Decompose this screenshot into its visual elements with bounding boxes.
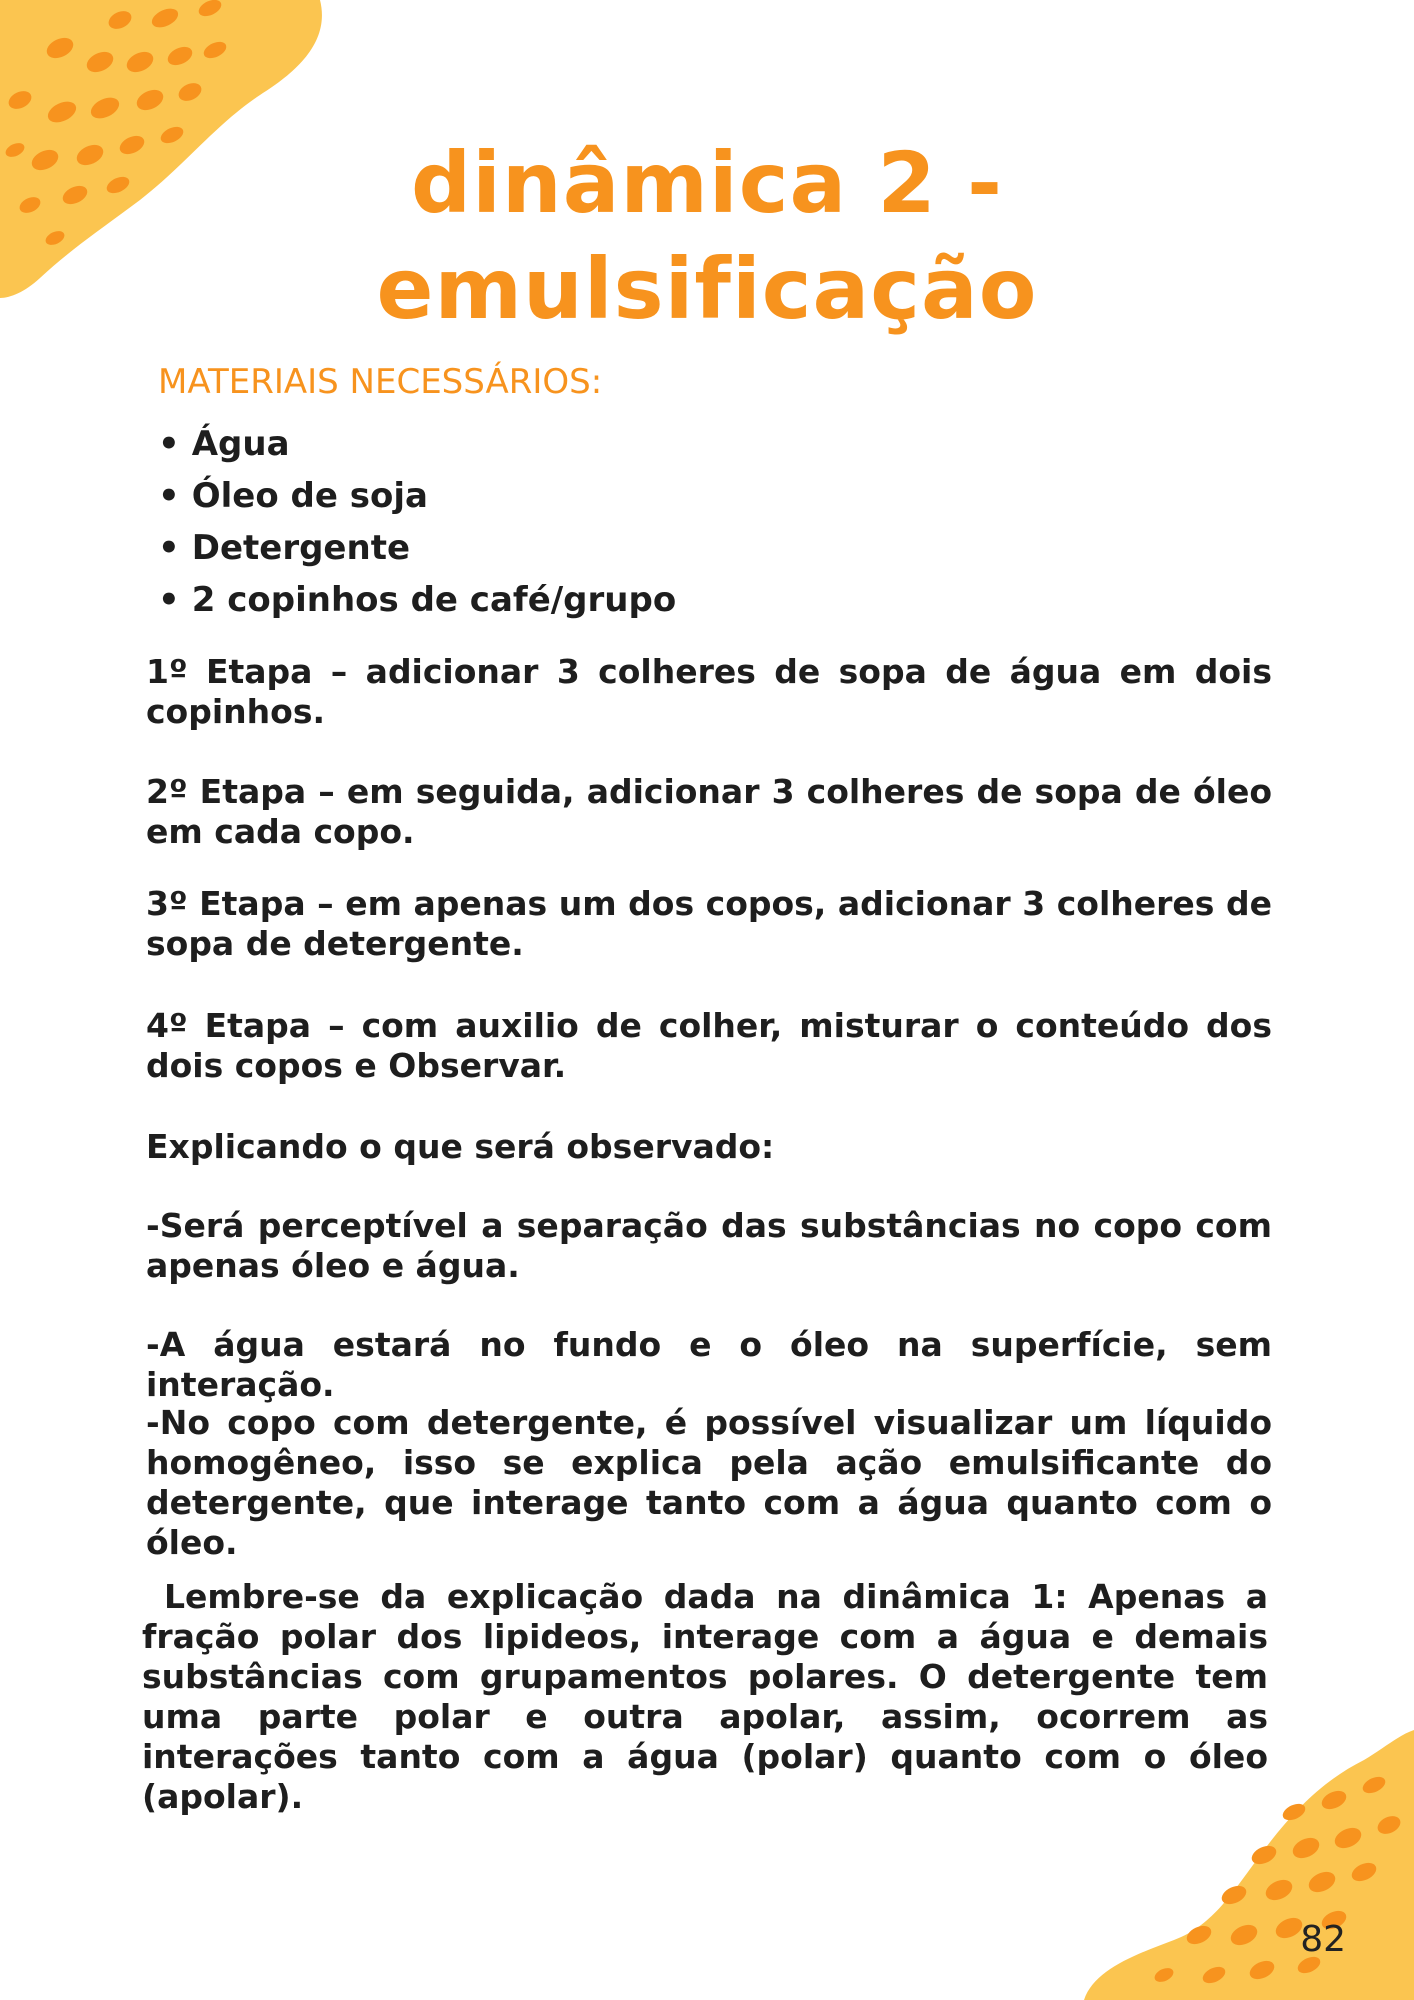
material-item: • 2 copinhos de café/grupo xyxy=(158,574,676,626)
materials-heading: MATERIAIS NECESSÁRIOS: xyxy=(158,362,603,402)
step-3: 3º Etapa – em apenas um dos copos, adicionar 3 colheres de sopa de detergente. xyxy=(146,884,1272,963)
step-2: 2º Etapa – em seguida, adicionar 3 colheres de sopa de óleo em cada copo. xyxy=(146,772,1272,851)
material-item: • Detergente xyxy=(158,522,676,574)
title-line-1: dinâmica 2 - xyxy=(410,134,1003,232)
explanation-point: -No copo com detergente, é possível visualizar um líquido homogêneo, isso se explica pela ação emulsificante do detergente, que interage tanto com a água quanto com o óleo. xyxy=(146,1403,1272,1562)
explanation-point: -Será perceptível a separação das substâncias no copo com apenas óleo e água. xyxy=(146,1206,1272,1285)
decorative-blob-bottom-right xyxy=(1084,1730,1414,2000)
explanation-heading: Explicando o que será observado: xyxy=(146,1127,775,1166)
page-number: 82 xyxy=(1300,1919,1346,1960)
page-title xyxy=(0,130,1414,342)
title-line-2: emulsificação xyxy=(376,240,1038,338)
material-item: • Óleo de soja xyxy=(158,470,676,522)
step-4: 4º Etapa – com auxilio de colher, misturar o conteúdo dos dois copos e Observar. xyxy=(146,1006,1272,1085)
materials-list xyxy=(158,418,676,626)
reminder-paragraph: Lembre-se da explicação dada na dinâmica 1: Apenas a fração polar dos lipideos, interage com a água e demais substâncias com grupamentos polares. O detergente tem uma parte polar e outra apolar, assim, ocorrem as interações tanto com a água (polar) quanto com o óleo (apolar). xyxy=(142,1577,1268,1816)
material-item: • Água xyxy=(158,418,676,470)
step-1: 1º Etapa – adicionar 3 colheres de sopa de água em dois copinhos. xyxy=(146,652,1272,731)
explanation-point: -A água estará no fundo e o óleo na superfície, sem interação. xyxy=(146,1325,1272,1404)
